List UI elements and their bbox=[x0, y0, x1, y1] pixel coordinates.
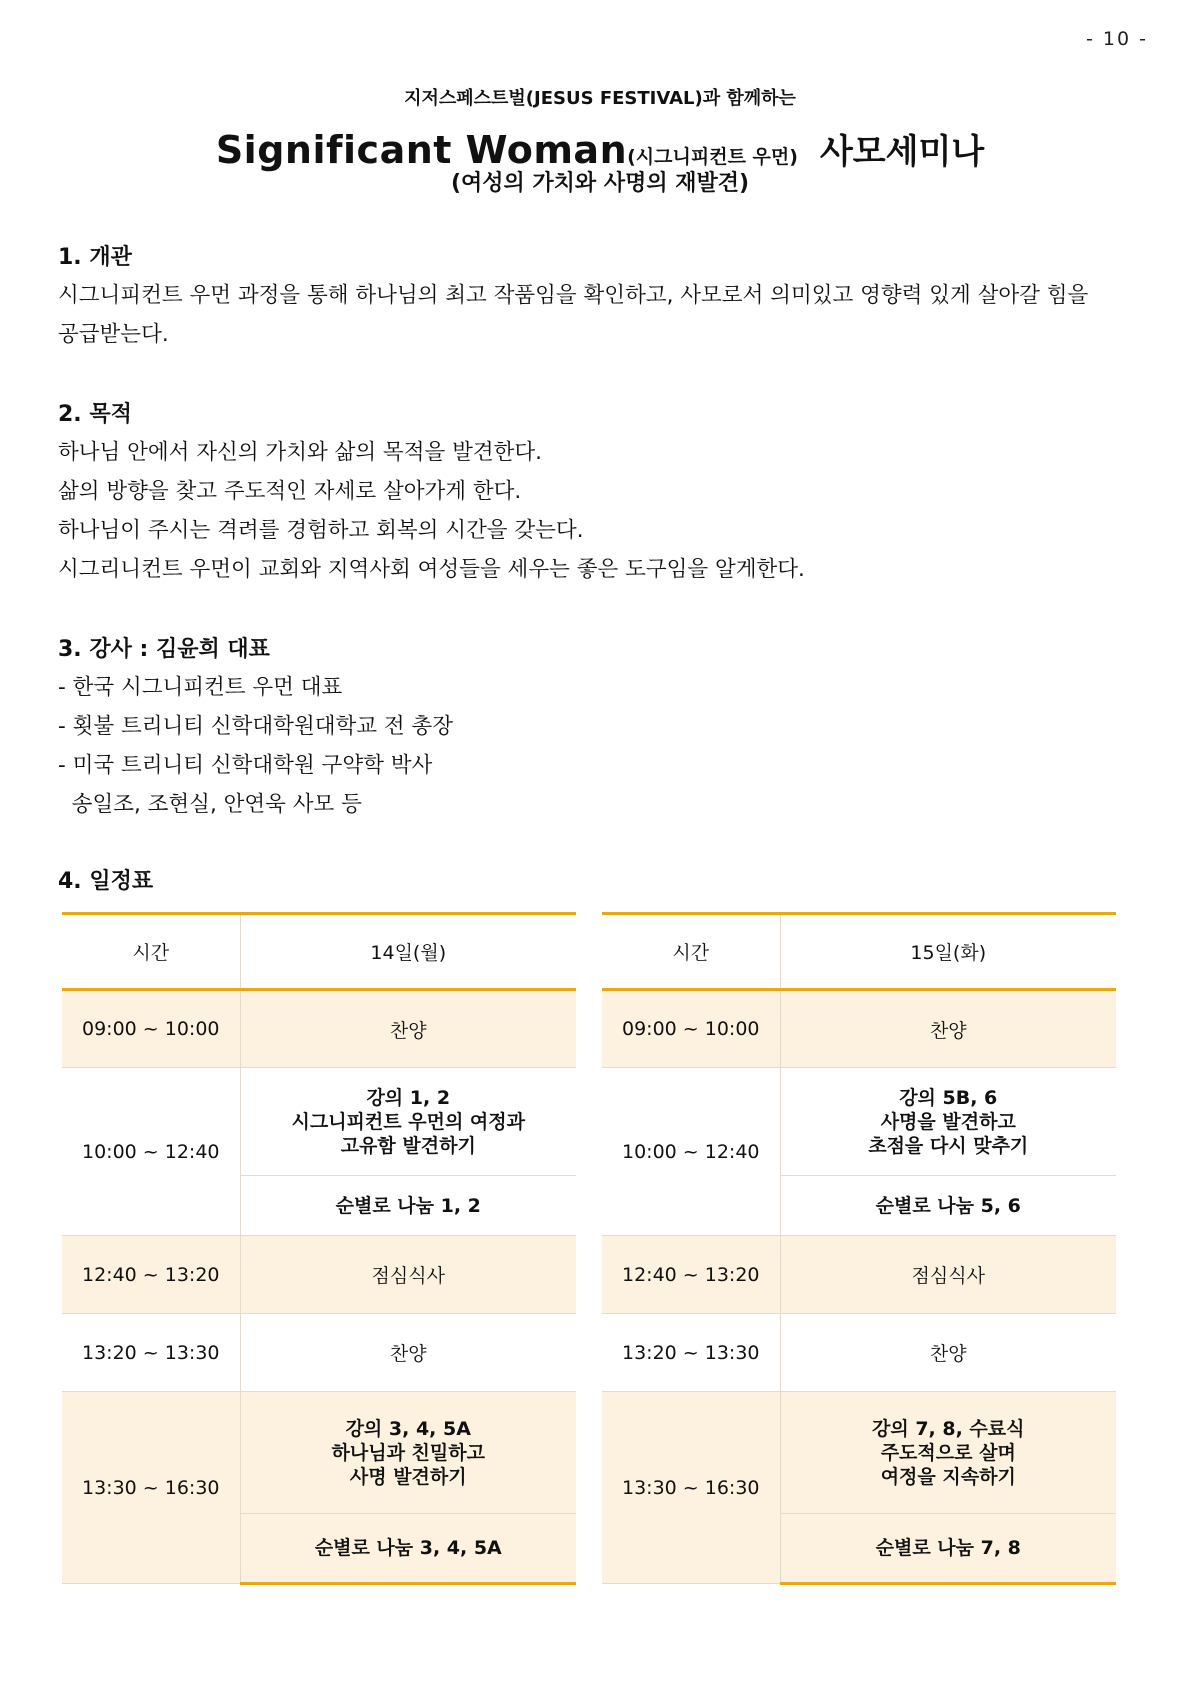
share-cell: 순별로 나눔 5, 6 bbox=[780, 1176, 1116, 1236]
time-cell: 13:30 ~ 16:30 bbox=[602, 1392, 780, 1584]
table-row bbox=[62, 1392, 576, 1514]
event-cell: 찬양 bbox=[780, 1314, 1116, 1392]
time-cell: 13:30 ~ 16:30 bbox=[62, 1392, 240, 1584]
section-heading: 3. 강사 : 김윤희 대표 bbox=[58, 637, 270, 662]
list-item: - 한국 시그니피컨트 우먼 대표 bbox=[58, 675, 343, 700]
list-item: - 미국 트리니티 신학대학원 구약학 박사 bbox=[58, 753, 433, 778]
event-cell: 점심식사 bbox=[240, 1236, 576, 1314]
event-line: 시그니피컨트 우먼의 여정과 bbox=[291, 1110, 525, 1133]
list-item: 하나님 안에서 자신의 가치와 삶의 목적을 발견한다. bbox=[58, 440, 542, 465]
section-overview bbox=[58, 240, 1158, 354]
event-line: 강의 3, 4, 5A bbox=[345, 1417, 471, 1440]
table-row bbox=[62, 990, 576, 1068]
event-line: 주도적으로 살며 bbox=[880, 1441, 1016, 1464]
document-subtitle: 지저스페스트벌(JESUS FESTIVAL)과 함께하는 bbox=[404, 88, 796, 109]
document-title-sub: (여성의 가치와 사명의 재발견) bbox=[450, 171, 750, 196]
time-cell: 12:40 ~ 13:20 bbox=[62, 1236, 240, 1314]
time-cell: 10:00 ~ 12:40 bbox=[602, 1068, 780, 1236]
event-line: 사명을 발견하고 bbox=[880, 1110, 1016, 1133]
day-header: 15일(화) bbox=[780, 914, 1116, 990]
time-cell: 13:20 ~ 13:30 bbox=[602, 1314, 780, 1392]
event-cell bbox=[780, 1068, 1116, 1176]
page-number: - 10 - bbox=[1086, 28, 1148, 50]
section-purpose bbox=[58, 397, 1158, 589]
event-cell: 점심식사 bbox=[780, 1236, 1116, 1314]
time-cell: 09:00 ~ 10:00 bbox=[602, 990, 780, 1068]
event-line: 강의 1, 2 bbox=[366, 1086, 451, 1109]
table-row bbox=[62, 1068, 576, 1176]
list-item: 삶의 방향을 찾고 주도적인 자세로 살아가게 한다. bbox=[58, 479, 522, 504]
event-cell bbox=[240, 1392, 576, 1514]
section-schedule bbox=[58, 864, 1158, 900]
section-heading: 1. 개관 bbox=[58, 245, 132, 270]
time-cell: 12:40 ~ 13:20 bbox=[602, 1236, 780, 1314]
table-row bbox=[602, 1236, 1116, 1314]
section-heading: 2. 목적 bbox=[58, 402, 132, 427]
schedule-table bbox=[62, 912, 1116, 1588]
list-item: 하나님이 주시는 격려를 경험하고 회복의 시간을 갖는다. bbox=[58, 518, 584, 543]
event-cell bbox=[240, 1068, 576, 1176]
section-text: 시그니피컨트 우먼 과정을 통해 하나님의 최고 작품임을 확인하고, 사모로서 의미있고 영향력 있게 살아갈 힘을 공급받는다. bbox=[58, 283, 1089, 347]
event-cell: 찬양 bbox=[240, 990, 576, 1068]
list-item: 송일조, 조현실, 안연욱 사모 등 bbox=[58, 792, 362, 817]
section-heading: 4. 일정표 bbox=[58, 869, 154, 894]
time-header: 시간 bbox=[62, 914, 240, 990]
time-header: 시간 bbox=[602, 914, 780, 990]
day-header: 14일(월) bbox=[240, 914, 576, 990]
title-seminar: 사모세미나 bbox=[819, 132, 985, 172]
time-cell: 13:20 ~ 13:30 bbox=[62, 1314, 240, 1392]
time-cell: 09:00 ~ 10:00 bbox=[62, 990, 240, 1068]
event-cell: 찬양 bbox=[780, 990, 1116, 1068]
event-line: 초점을 다시 맞추기 bbox=[868, 1134, 1029, 1157]
time-cell: 10:00 ~ 12:40 bbox=[62, 1068, 240, 1236]
event-line: 강의 7, 8, 수료식 bbox=[872, 1417, 1025, 1440]
event-line: 사명 발견하기 bbox=[349, 1465, 467, 1488]
event-line: 강의 5B, 6 bbox=[899, 1086, 998, 1109]
table-row bbox=[602, 990, 1116, 1068]
list-item: - 횟불 트리니티 신학대학원대학교 전 총장 bbox=[58, 714, 454, 739]
share-cell: 순별로 나눔 1, 2 bbox=[240, 1176, 576, 1236]
title-korean-small: (시그니피컨트 우먼) bbox=[627, 146, 798, 168]
schedule-day2 bbox=[602, 912, 1116, 1585]
event-cell: 찬양 bbox=[240, 1314, 576, 1392]
share-cell: 순별로 나눔 3, 4, 5A bbox=[240, 1514, 576, 1584]
table-row bbox=[62, 1314, 576, 1392]
title-english: Significant Woman bbox=[215, 128, 628, 172]
share-cell: 순별로 나눔 7, 8 bbox=[780, 1514, 1116, 1584]
event-line: 고유함 발견하기 bbox=[340, 1134, 476, 1157]
event-line: 하나님과 친밀하고 bbox=[331, 1441, 485, 1464]
table-row bbox=[602, 1314, 1116, 1392]
table-row bbox=[62, 1236, 576, 1314]
table-row bbox=[602, 1068, 1116, 1176]
event-line: 여정을 지속하기 bbox=[880, 1465, 1016, 1488]
table-row bbox=[602, 1392, 1116, 1514]
schedule-day1 bbox=[62, 912, 576, 1585]
event-cell bbox=[780, 1392, 1116, 1514]
section-speaker bbox=[58, 632, 1158, 824]
list-item: 시그리니컨트 우먼이 교회와 지역사회 여성들을 세우는 좋은 도구임을 알게한다. bbox=[58, 557, 805, 582]
